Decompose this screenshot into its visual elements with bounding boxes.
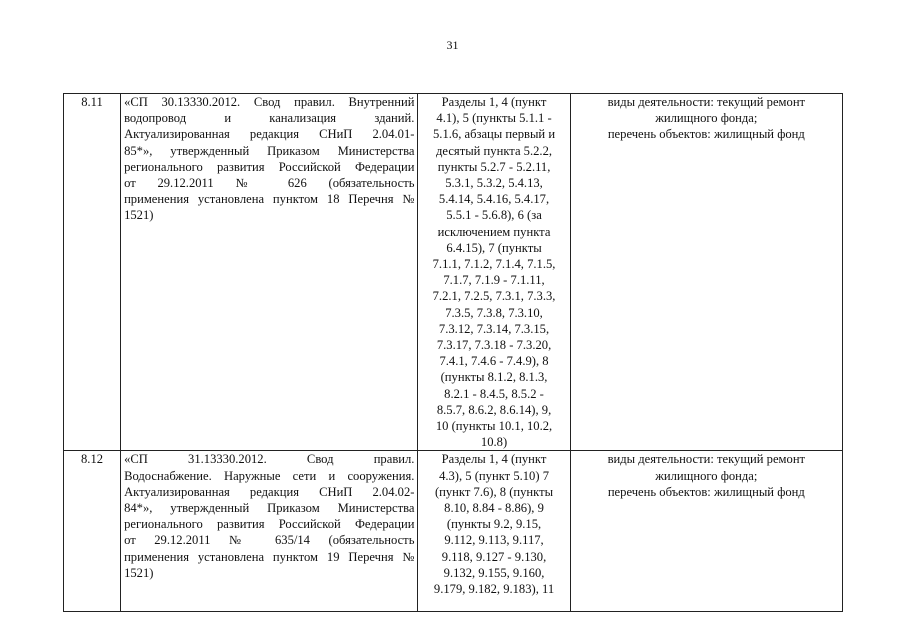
table-row	[64, 451, 843, 612]
table-row	[64, 94, 843, 451]
sections-line: (пункты 9.2, 9.15,	[446, 517, 542, 532]
sections-line: 7.1.7, 7.1.9 - 7.1.11,	[443, 273, 545, 288]
document-line: применения установлена пунктом 18 Перечня №	[124, 192, 415, 207]
sections-line: 8.5.7, 8.6.2, 8.6.14), 9,	[436, 402, 552, 417]
scope-cell	[570, 451, 842, 612]
row-number-cell: 8.12	[64, 451, 121, 612]
sections-line: 5.3.1, 5.3.2, 5.4.13,	[445, 176, 543, 191]
sections-line: 10 (пункты 10.1, 10.2,	[435, 419, 553, 434]
sections-line: исключением пункта	[437, 224, 551, 239]
scope-line: перечень объектов: жилищный фонд	[607, 484, 805, 499]
sections-line: 9.112, 9.113, 9.117,	[444, 533, 544, 548]
sections-line: пункты 5.2.7 - 5.2.11,	[437, 159, 551, 174]
sections-line: 7.3.17, 7.3.18 - 7.3.20,	[436, 338, 552, 353]
document-line: водопровод и канализация зданий.	[124, 111, 415, 126]
sections-line: 5.5.1 - 5.6.8), 6 (за	[446, 208, 542, 223]
document-line: 1521)	[124, 208, 154, 223]
sections-line: 8.2.1 - 8.4.5, 8.5.2 -	[444, 386, 544, 401]
document-line: от 29.12.2011 № 626 (обязательность	[124, 176, 415, 191]
document-line: регионального развития Российской Федерации	[124, 517, 415, 532]
sections-line: 6.4.15), 7 (пункты	[446, 240, 542, 255]
document-line: «СП 30.13330.2012. Свод правил. Внутренний	[124, 95, 415, 109]
document-line: Водоснабжение. Наружные сети и сооружения.	[124, 468, 415, 483]
document-line: регионального развития Российской Федерации	[124, 159, 415, 174]
document-line: 84*», утвержденный Приказом Министерства	[124, 501, 415, 516]
sections-line: 10.8)	[480, 435, 508, 450]
scope-line: жилищного фонда;	[655, 111, 758, 126]
sections-line: 7.2.1, 7.2.5, 7.3.1, 7.3.3,	[432, 289, 556, 304]
sections-cell	[418, 451, 570, 612]
row-number-cell: 8.11	[64, 94, 121, 451]
document-line: «СП 31.13330.2012. Свод правил.	[124, 452, 415, 467]
sections-line: 7.3.5, 7.3.8, 7.3.10,	[445, 305, 543, 320]
document-line: Актуализированная редакция СНиП 2.04.02-	[124, 484, 415, 499]
sections-line: 9.132, 9.155, 9.160,	[443, 565, 545, 580]
sections-line: 9.118, 9.127 - 9.130,	[441, 549, 547, 564]
sections-line: 5.1.6, абзацы первый и	[433, 127, 556, 142]
sections-line: (пункты 8.1.2, 8.1.3,	[440, 370, 548, 385]
sections-line: 7.3.12, 7.3.14, 7.3.15,	[438, 321, 550, 336]
document-cell	[121, 94, 418, 451]
sections-line: 7.4.1, 7.4.6 - 7.4.9), 8	[439, 354, 549, 369]
sections-line: Разделы 1, 4 (пункт	[441, 452, 547, 467]
regulations-table	[63, 93, 843, 612]
sections-line: 8.10, 8.84 - 8.86), 9	[444, 501, 544, 516]
page-number: 31	[446, 38, 459, 52]
sections-line: 5.4.14, 5.4.16, 5.4.17,	[438, 192, 550, 207]
sections-line: 7.1.1, 7.1.2, 7.1.4, 7.1.5,	[432, 257, 556, 272]
document-line: 1521)	[124, 565, 154, 580]
document-line: от 29.12.2011 № 635/14 (обязательность	[124, 533, 415, 548]
sections-line: Разделы 1, 4 (пункт	[441, 95, 547, 109]
scope-line: жилищного фонда;	[655, 468, 758, 483]
document-line: Актуализированная редакция СНиП 2.04.01-	[124, 127, 415, 142]
sections-line: 4.1), 5 (пункты 5.1.1 -	[436, 111, 552, 126]
sections-line: десятый пункта 5.2.2,	[436, 143, 553, 158]
scope-line: виды деятельности: текущий ремонт	[607, 95, 806, 109]
sections-line: (пункт 7.6), 8 (пункты	[434, 484, 554, 499]
sections-line: 4.3), 5 (пункт 5.10) 7	[439, 468, 549, 483]
document-cell	[121, 451, 418, 612]
scope-line: виды деятельности: текущий ремонт	[607, 452, 806, 467]
sections-cell	[418, 94, 570, 451]
scope-line: перечень объектов: жилищный фонд	[607, 127, 805, 142]
scope-cell	[570, 94, 842, 451]
document-line: 85*», утвержденный Приказом Министерства	[124, 143, 415, 158]
document-line: применения установлена пунктом 19 Перечня №	[124, 549, 415, 564]
sections-line: 9.179, 9.182, 9.183), 11	[433, 582, 555, 597]
